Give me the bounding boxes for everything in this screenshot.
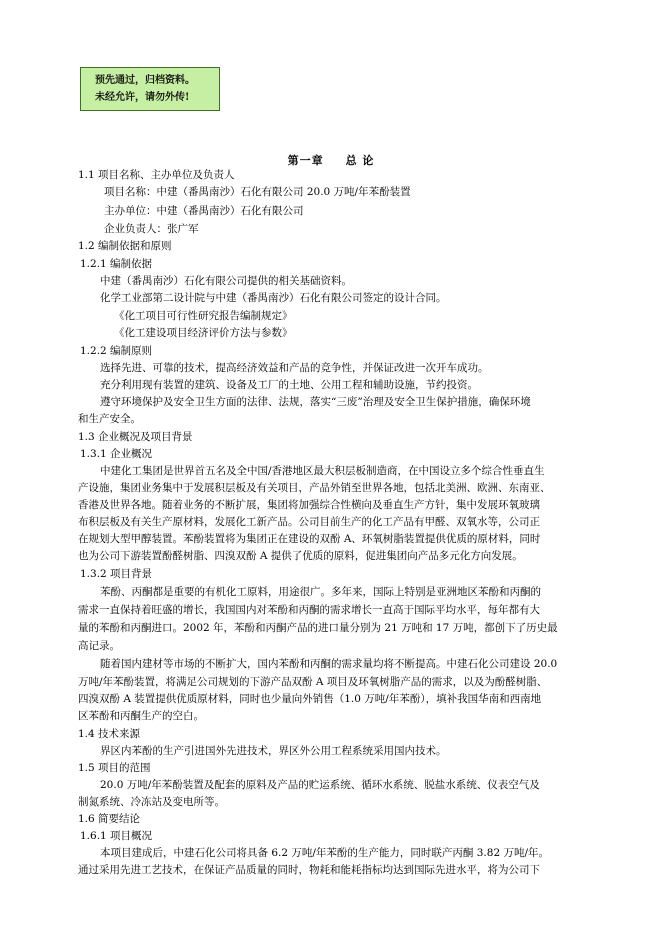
reference-title: 《化工项目可行性研究报告编制规定》 <box>114 310 293 322</box>
section-heading: 1.5 项目的范围 <box>78 762 151 774</box>
section-heading: 1.4 技术来源 <box>78 728 141 740</box>
body-line: 通过采用先进工艺技术，在保证产品质量的同时，物耗和能耗指标均达到国际先进水平，将为公司下 <box>78 864 540 876</box>
body-line: 化学工业部第二设计院与中建（番禺南沙）石化有限公司签定的设计合同。 <box>100 292 447 304</box>
body-line: 区苯酚和丙酮生产的空白。 <box>78 710 204 722</box>
body-line: 主办单位：中建（番禺南沙）石化有限公司 <box>104 205 304 217</box>
body-line: 苯酚、丙酮都是重要的有机化工原料，用途很广。多年来，国际上特别是亚洲地区苯酚和丙酮的 <box>100 586 541 598</box>
body-line: 企业负责人：张广军 <box>104 223 199 235</box>
body-line: 量的苯酚和丙酮进口。2002 年，苯酚和丙酮产品的进口量分别为 21 万吨和 17 万吨，都创下了历史最 <box>78 622 558 634</box>
body-line: 界区内苯酚的生产引进国外先进技术，界区外公用工程系统采用国内技术。 <box>100 745 447 757</box>
chapter-heading <box>0 152 662 168</box>
body-line: 遵守环境保护及安全卫生方面的法律、法规，落实“三废”治理及安全卫生保护措施，确保环境 <box>100 396 531 408</box>
notice-line-1: 预先通过，归档资料。 <box>95 75 195 86</box>
subsection-heading: 1.2.2 编制原则 <box>80 345 153 357</box>
body-line: 万吨/年苯酚装置，将满足公司规划的下游产品双酚 A 项目及环氧树脂产品的需求，以及为酚醛树脂、 <box>78 676 548 688</box>
chapter-title: 总 论 <box>345 154 375 167</box>
body-line: 中建（番禺南沙）石化有限公司提供的相关基础资料。 <box>100 275 352 287</box>
body-line: 需求一直保持着旺盛的增长，我国国内对苯酚和丙酮的需求增长一直高于国际平均水平，每年都有大 <box>78 604 540 616</box>
body-line: 在规划大型甲醇装置。苯酚装置将为集团正在建设的双酚 A、环氧树脂装置提供优质的原材料，同时 <box>78 533 541 545</box>
body-line: 也为公司下游装置酚醛树脂、四溴双酚 A 提供了优质的原料，促进集团向产品多元化方向发展。 <box>78 550 523 562</box>
body-line: 布积层板及有关生产原材料，发展化工新产品。公司目前生产的化工产品有甲醛、双氧水等，公司正 <box>78 516 540 528</box>
body-line: 随着国内建材等市场的不断扩大，国内苯酚和丙酮的需求量均将不断提高。中建石化公司建设 20.0 <box>100 658 558 670</box>
reference-title: 《化工建设项目经济评价方法与参数》 <box>114 327 293 339</box>
section-heading: 1.1 项目名称、主办单位及负责人 <box>78 169 235 181</box>
notice-line-2: 未经允许，请勿外传! <box>95 92 190 103</box>
body-line: 制氮系统、冷冻站及变电所等。 <box>78 796 225 808</box>
body-line: 高记录。 <box>78 640 120 652</box>
body-line: 产设施，集团业务集中于发展积层板及有关项目，产品外销至世界各地，包括北美洲、欧洲、东南亚、 <box>78 482 551 494</box>
subsection-heading: 1.6.1 项目概况 <box>80 830 153 842</box>
chapter-number: 第一章 <box>287 154 324 167</box>
body-line: 项目名称：中建（番禺南沙）石化有限公司 20.0 万吨/年苯酚装置 <box>104 186 411 198</box>
section-heading: 1.3 企业概况及项目背景 <box>78 431 193 443</box>
body-line: 和生产安全。 <box>78 413 141 425</box>
body-line: 充分利用现有装置的建筑、设备及工厂的土地、公用工程和辅助设施，节约投资。 <box>100 379 478 391</box>
body-line: 20.0 万吨/年苯酚装置及配套的原料及产品的贮运系统、循环水系统、脱盐水系统、仪表空气及 <box>100 779 540 791</box>
body-line: 中建化工集团是世界首五名及全中国/香港地区最大积层板制造商，在中国设立多个综合性垂直生 <box>100 465 545 477</box>
section-heading: 1.2 编制依据和原则 <box>78 240 172 252</box>
subsection-heading: 1.3.1 企业概况 <box>80 448 153 460</box>
body-line: 本项目建成后，中建石化公司将具备 6.2 万吨/年苯酚的生产能力，同时联产丙酮 3.82 万吨/年。 <box>100 847 550 859</box>
section-heading: 1.6 简要结论 <box>78 813 141 825</box>
body-line: 四溴双酚 A 装置提供优质原材料，同时也少量向外销售（1.0 万吨/年苯酚），填补我国华南和西南地 <box>78 693 542 705</box>
subsection-heading: 1.3.2 项目背景 <box>80 568 153 580</box>
confidential-notice-box <box>80 67 220 111</box>
subsection-heading: 1.2.1 编制依据 <box>80 258 153 270</box>
body-line: 香港及世界各地。随着业务的不断扩展，集团将加强综合性横向及垂直生产方针，集中发展环氧玻璃 <box>78 499 540 511</box>
body-line: 选择先进、可靠的技术，提高经济效益和产品的竞争性，并保证改进一次开车成功。 <box>100 362 489 374</box>
